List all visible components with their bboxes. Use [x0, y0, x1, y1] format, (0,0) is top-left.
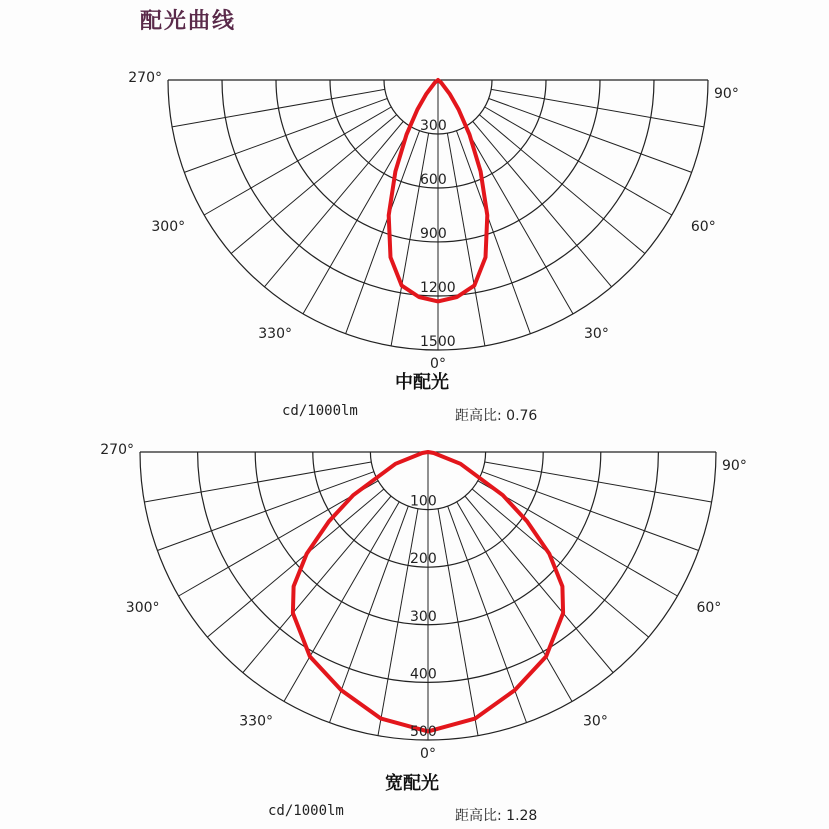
chart-subtitle-medium: 中配光	[395, 372, 449, 393]
grid-spoke	[491, 89, 704, 127]
grid-spoke	[489, 98, 692, 172]
grid-spoke	[157, 472, 374, 551]
grid-spoke	[482, 472, 699, 551]
unit-label-medium: cd/1000lm	[282, 403, 358, 419]
grid-spoke	[204, 107, 391, 215]
grid-spoke	[485, 107, 672, 215]
angle-label: 270°	[128, 70, 162, 86]
angle-label: 30°	[583, 713, 608, 730]
grid-spoke	[438, 509, 478, 736]
radial-tick-label: 900	[420, 226, 447, 242]
grid-spoke	[465, 496, 613, 672]
radial-tick-label: 400	[410, 666, 437, 683]
polar-chart-wide	[0, 430, 829, 775]
grid-spoke	[172, 89, 385, 127]
angle-label: 300°	[151, 219, 186, 235]
angle-label: 300°	[125, 600, 160, 616]
angle-label: 90°	[722, 458, 747, 474]
page-title: 配光曲线	[140, 9, 237, 34]
radial-tick-label: 600	[420, 172, 447, 188]
angle-label: 0°	[430, 356, 446, 372]
angle-label: 30°	[584, 325, 609, 342]
grid-spoke	[144, 462, 371, 502]
angle-label: 270°	[100, 442, 134, 458]
radial-tick-label: 100	[410, 493, 437, 510]
radial-tick-label: 500	[410, 724, 437, 740]
radial-tick-label: 1500	[420, 334, 456, 350]
grid-spoke	[243, 496, 391, 672]
grid-spoke	[465, 127, 573, 314]
angle-label: 60°	[696, 600, 722, 616]
angle-label: 60°	[690, 219, 716, 235]
grid-spoke	[485, 462, 712, 502]
radial-tick-label: 300	[410, 608, 437, 625]
unit-label-wide: cd/1000lm	[268, 803, 344, 819]
radial-tick-label: 1200	[420, 280, 456, 296]
grid-spoke	[264, 121, 403, 286]
angle-label: 90°	[714, 86, 739, 102]
grid-spoke	[473, 121, 612, 286]
radial-tick-label: 200	[410, 551, 437, 568]
ratio-label-medium: 距高比: 0.76	[455, 408, 538, 424]
chart-subtitle-wide: 宽配光	[385, 773, 439, 794]
angle-label: 330°	[239, 713, 273, 730]
angle-label: 0°	[420, 746, 436, 762]
radial-tick-label: 300	[420, 118, 447, 134]
grid-spoke	[457, 502, 572, 702]
grid-spoke	[456, 131, 530, 334]
ratio-label-wide: 距高比: 1.28	[455, 808, 538, 824]
grid-spoke	[184, 98, 387, 172]
grid-spoke	[346, 131, 420, 334]
grid-spoke	[303, 127, 411, 314]
polar-chart-medium	[0, 50, 829, 395]
grid-spoke	[231, 115, 396, 254]
angle-label: 330°	[258, 325, 292, 342]
grid-spoke	[284, 502, 399, 702]
grid-spoke	[479, 115, 644, 254]
